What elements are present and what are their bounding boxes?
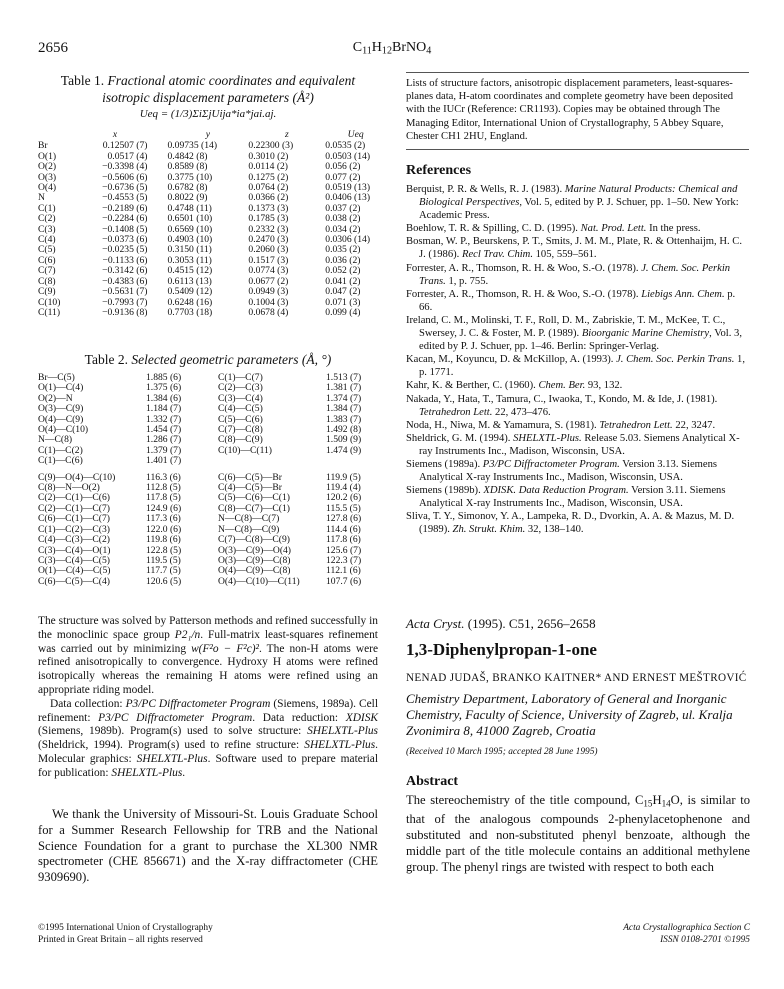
table-cell: −0.0235 (5)	[102, 244, 148, 256]
table-cell: 0.1275 (2)	[248, 171, 289, 183]
table-cell: O(4)—C(9)	[38, 413, 84, 425]
table2-row	[38, 577, 386, 587]
table-cell: 107.7 (6)	[326, 575, 362, 587]
table-cell: 125.6 (7)	[326, 544, 362, 556]
table2-caption: Table 2. Selected geometric parameters (Å, °)	[84, 352, 332, 367]
acknowledgements: We thank the University of Missouri-St. Louis Graduate School for a Summer Research Fellowship for TRB and the National Science Foundation for a grant to purchase the XL300 NMR spectrometer (CHE 856671) and the X-ray diffractometer (CHE 9309690).	[38, 807, 378, 885]
table-cell: C(8)—C(9)	[218, 434, 263, 446]
atom-label: C(3)	[38, 223, 56, 235]
reference-item: Forrester, A. R., Thomson, R. H. & Woo, S.-O. (1978). Liebigs Ann. Chem. p. 66.	[406, 288, 736, 313]
reference-item: Berquist, P. R. & Wells, R. J. (1983). Marine Natural Products: Chemical and Biological Perspectives, Vol. 5, edited by P. J. Schuer, pp. 1–50. New York: Academic Press.	[406, 184, 739, 222]
running-header-formula: $C_{11}H_{12}BrNO_4$	[352, 40, 432, 57]
table-cell: C(2)—C(1)—C(6)	[38, 492, 110, 504]
atom-label: C(6)	[38, 254, 56, 266]
table-cell: 1.454 (7)	[146, 424, 182, 436]
table-cell: 120.2 (6)	[326, 492, 362, 504]
atom-label: N	[38, 192, 45, 204]
table-cell: 0.052 (2)	[325, 265, 361, 277]
table-cell: 0.4748 (11)	[167, 202, 212, 214]
table-cell: O(2)—N	[38, 392, 73, 404]
table-cell: 0.4515 (12)	[167, 265, 213, 277]
atom-label: O(4)	[38, 182, 57, 194]
table-cell: 0.0366 (2)	[248, 192, 289, 204]
article-title: 1,3-Diphenylpropan-1-one	[406, 640, 597, 659]
table1-header-x: x	[112, 129, 118, 140]
table-cell: 0.0678 (4)	[248, 306, 289, 318]
refinement-paragraph: The structure was solved by Patterson methods and refined successfully in the monoclinic space group P2₁/n. Full-matrix least-squares refinement was carried out by minimizing w(F²o − F²c)². The non-H atoms were refined anisotropically to convergence. Hydroxy H atoms were refined isotropically whereas the remaining H atoms were refined using an appropriate riding model.	[38, 615, 378, 696]
table-cell: N—C(8)	[38, 434, 73, 446]
table-cell: 0.077 (2)	[325, 171, 361, 183]
table-cell: 1.375 (6)	[146, 382, 182, 394]
table-cell: 0.035 (2)	[325, 244, 361, 256]
table1-row	[38, 308, 386, 318]
table-cell: 1.184 (7)	[146, 403, 182, 415]
table-cell: 122.8 (5)	[146, 544, 182, 556]
table-cell: 1.513 (7)	[326, 372, 362, 383]
table2-row	[38, 535, 386, 545]
reference-item: Boehlow, T. R. & Spilling, C. D. (1995). Nat. Prod. Lett. In the press.	[406, 223, 701, 235]
table-cell: C(4)—C(3)—C(2)	[38, 534, 110, 546]
table-cell: C(9)—O(4)—C(10)	[38, 471, 116, 483]
table-cell: C(4)—C(5)	[218, 403, 263, 415]
table-cell: 0.1004 (3)	[248, 296, 289, 308]
table-cell: 119.8 (6)	[146, 534, 181, 546]
table-cell: 119.5 (5)	[146, 554, 181, 566]
table-cell: 0.0406 (13)	[325, 192, 371, 204]
table-cell: C(2)—C(3)	[218, 382, 263, 394]
table-cell: C(1)—C(2)	[38, 444, 83, 456]
page-number: 2656	[38, 40, 68, 56]
experimental-text	[38, 615, 378, 781]
table-cell: −0.2284 (6)	[102, 213, 148, 225]
atom-label: O(1)	[38, 150, 57, 162]
table-cell: 112.1 (6)	[326, 565, 361, 577]
abstract-heading: Abstract	[406, 774, 459, 789]
table-cell: 0.6113 (13)	[167, 275, 212, 287]
table-cell: 0.3053 (11)	[167, 254, 212, 266]
table-cell: C(1)—C(6)	[38, 455, 83, 467]
table-cell: O(3)—C(9)—C(8)	[218, 554, 291, 566]
table-cell: 0.056 (2)	[325, 161, 361, 173]
atom-label: C(4)	[38, 234, 56, 246]
table1-header-z: z	[284, 129, 289, 140]
table-cell: 0.6569 (10)	[167, 223, 213, 235]
table-cell: O(4)—C(10)	[38, 424, 89, 436]
references-heading: References	[406, 163, 472, 178]
table-cell: 117.3 (6)	[146, 513, 181, 525]
table-cell: 0.099 (4)	[325, 306, 361, 318]
table2-geometry	[38, 373, 386, 587]
table-cell: 1.384 (6)	[146, 392, 182, 404]
atom-label: C(5)	[38, 244, 56, 256]
table-cell: 1.381 (7)	[326, 382, 362, 394]
table-cell: 0.6782 (8)	[167, 182, 208, 194]
table1-caption: Table 1. Fractional atomic coordinates and equivalent isotropic displacement parameters (Å²)	[60, 73, 356, 105]
table-cell: 0.8589 (8)	[167, 161, 208, 173]
table-cell: 0.0949 (3)	[248, 286, 289, 298]
journal-footer: Acta Crystallographica Section C ISSN 0108-2701 ©1995	[623, 923, 750, 945]
table-cell: 0.034 (2)	[325, 223, 361, 235]
table-cell: 0.0535 (2)	[325, 140, 366, 152]
table-cell: C(6)—C(1)—C(7)	[38, 513, 110, 525]
atom-label: C(10)	[38, 296, 61, 308]
table-cell: C(10)—C(11)	[218, 444, 273, 456]
table-cell: 0.037 (2)	[325, 202, 361, 214]
table-cell: 117.8 (5)	[146, 492, 181, 504]
reference-item: Siemens (1989b). XDISK. Data Reduction Program. Version 3.11. Siemens Analytical X-ray Instruments Inc., Madison, Wisconsin, USA.	[406, 485, 726, 510]
table-cell: O(4)—C(10)—C(11)	[218, 575, 300, 587]
table-cell: 0.1373 (3)	[248, 202, 289, 214]
table-cell: 1.509 (9)	[326, 434, 362, 446]
table1-row	[38, 287, 386, 297]
atom-label: C(7)	[38, 265, 56, 277]
received-dates: (Received 10 March 1995; accepted 28 June 1995)	[406, 747, 598, 757]
table-cell: 0.09735 (14)	[167, 140, 218, 152]
table-cell: C(6)—C(5)—Br	[218, 471, 282, 483]
table-cell: −0.3142 (6)	[102, 265, 148, 277]
table-cell: 0.8022 (9)	[167, 192, 208, 204]
table-cell: 0.4903 (10)	[167, 234, 213, 246]
table-cell: 0.12507 (7)	[102, 140, 148, 152]
table-cell: O(1)—C(4)—C(5)	[38, 565, 111, 577]
table-cell: −0.1133 (6)	[102, 254, 148, 266]
atom-label: C(9)	[38, 286, 56, 298]
reference-item: Ireland, C. M., Molinski, T. F., Roll, D. M., Zabriskie, T. M., McKee, T. C., Swersey, J. C. & Foster, M. P. (1989). Bioorganic Marine Chemistry, Vol. 3, edited by P. J. Schuer, pp. 1–46. Berlin: Springer-Verlag.	[406, 314, 742, 353]
atom-label: C(1)	[38, 202, 56, 214]
table-cell: −0.0373 (6)	[102, 234, 148, 246]
table-cell: N—C(8)—C(9)	[218, 523, 280, 535]
reference-item: Noda, H., Niwa, M. & Yamamura, S. (1981). Tetrahedron Lett. 22, 3247.	[406, 419, 716, 431]
table-cell: −0.5631 (7)	[102, 286, 148, 298]
table-cell: −0.4553 (5)	[102, 192, 148, 204]
table-cell: 0.041 (2)	[325, 275, 361, 287]
table-cell: 0.0503 (14)	[325, 150, 371, 162]
table-cell: C(3)—C(4)	[218, 392, 263, 404]
table-cell: 127.8 (6)	[326, 513, 362, 525]
table-cell: 124.9 (6)	[146, 502, 182, 514]
table-cell: 119.9 (5)	[326, 471, 361, 483]
table-cell: −0.6736 (5)	[102, 182, 148, 194]
table-cell	[326, 456, 386, 466]
table-cell: 1.379 (7)	[146, 444, 182, 456]
table-cell: 1.401 (7)	[146, 455, 182, 467]
table-cell: C(6)—C(5)—C(4)	[38, 575, 110, 587]
table-cell: −0.7993 (7)	[102, 296, 148, 308]
reference-list	[406, 183, 751, 537]
table2-row	[38, 456, 386, 466]
table-cell: 0.3010 (2)	[248, 150, 289, 162]
table-cell: 0.036 (2)	[325, 254, 361, 266]
atom-label: C(2)	[38, 213, 56, 225]
table-cell: 112.8 (5)	[146, 482, 181, 494]
table-cell: 1.384 (7)	[326, 403, 362, 415]
table-cell: C(2)—C(1)—C(7)	[38, 502, 110, 514]
table-cell: −0.5606 (6)	[102, 171, 148, 183]
table-cell: 0.7703 (18)	[167, 306, 213, 318]
table-cell: 0.0517 (4)	[107, 150, 148, 162]
table-cell: 0.22300 (3)	[248, 140, 294, 152]
table-cell: 0.1517 (3)	[248, 254, 289, 266]
table-cell: 0.2470 (3)	[248, 234, 289, 246]
table-cell: 120.6 (5)	[146, 575, 182, 587]
deposition-note: Lists of structure factors, anisotropic displacement parameters, least-squares-planes data, H-atom coordinates and complete geometry have been deposited with the IUCr (Reference: CR1193). Copies may be obtained through The Managing Editor, International Union of Crystallography, 5 Abbey Square, Chester CH1 2HU, England.	[406, 72, 749, 150]
table1-header-y: y	[205, 129, 211, 140]
table-cell: C(1)—C(2)—C(3)	[38, 523, 110, 535]
atom-label: Br	[38, 140, 48, 152]
table-cell: 0.071 (3)	[325, 296, 361, 308]
table-cell: C(5)—C(6)—C(1)	[218, 492, 290, 504]
table1-header-ueq: Ueq	[347, 129, 364, 140]
table-cell: 116.3 (6)	[146, 471, 181, 483]
table-cell: O(3)—C(9)—O(4)	[218, 544, 292, 556]
table-cell: C(1)—C(7)	[218, 372, 263, 383]
atom-label: O(3)	[38, 171, 57, 183]
table-cell: 0.6501 (10)	[167, 213, 213, 225]
table-cell: Br—C(5)	[38, 372, 75, 383]
reference-item: Sliva, T. Y., Simonov, Y. A., Lampeka, R. D., Dvorkin, A. A. & Mazus, M. D. (1989). Zh. Strukt. Khim. 32, 138–140.	[406, 511, 735, 536]
atom-label: C(8)	[38, 275, 56, 287]
table-cell: C(5)—C(6)	[218, 413, 263, 425]
programs-paragraph: Data collection: P3/PC Diffractometer Program (Siemens, 1989a). Cell refinement: P3/PC Diffractometer Program. Data reduction: XDISK (Siemens, 1989b). Program(s) used to solve structure: SHELXTL-Plus (Sheldrick, 1994). Program(s) used to refine structure: SHELXTL-Plus. Molecular graphics: SHELXTL-Plus. Software used to prepare material for publication: SHELXTL-Plus.	[38, 697, 379, 779]
reference-item: Forrester, A. R., Thomson, R. H. & Woo, S.-O. (1978). J. Chem. Soc. Perkin Trans. 1, p. 755.	[406, 262, 731, 287]
table-cell: −0.2189 (6)	[102, 202, 148, 214]
table-cell: 115.5 (5)	[326, 502, 361, 514]
table-cell: −0.3398 (4)	[102, 161, 148, 173]
reference-item: Bosman, W. P., Beurskens, P. T., Smits, J. M. M., Plate, R. & Ottenhaijm, H. C. J. (1986). Recl Trav. Chim. 105, 559–561.	[406, 236, 742, 261]
table-cell: 0.0306 (14)	[325, 234, 371, 246]
table-cell: 0.5409 (12)	[167, 286, 213, 298]
reference-item: Siemens (1989a). P3/PC Diffractometer Program. Version 3.13. Siemens Analytical X-ray Instruments Inc., Madison, Wisconsin, USA.	[406, 458, 718, 484]
journal-citation: Acta Cryst. (1995). C51, 2656–2658	[406, 616, 596, 631]
table-cell: 119.4 (4)	[326, 482, 361, 494]
table-cell: O(1)—C(4)	[38, 382, 84, 394]
table-cell: 0.038 (2)	[325, 213, 361, 225]
reference-item: Kacan, M., Koyuncu, D. & McKillop, A. (1993). J. Chem. Soc. Perkin Trans. 1, p. 1771.	[406, 354, 745, 379]
table-cell: 122.3 (7)	[326, 554, 362, 566]
table-cell: 117.7 (5)	[146, 565, 181, 577]
table-cell: 0.6248 (16)	[167, 296, 213, 308]
table-cell: 1.492 (8)	[326, 424, 362, 436]
table-cell: C(3)—C(4)—C(5)	[38, 554, 110, 566]
abstract-text: The stereochemistry of the title compound, $C_{15}H_{14}O$, is similar to that of the analogous compounds 2-phenylacetophenone and substituted and non-substituted phenyl benzoate, although the middle part of the title molecule contains an additional methylene group. The phenyl rings are twisted with respect to both each	[406, 793, 750, 874]
table-cell: 1.332 (7)	[146, 413, 182, 425]
atom-label: C(11)	[38, 306, 61, 318]
table-cell: 0.0519 (13)	[325, 182, 371, 194]
table2-row	[38, 446, 386, 456]
table-cell: −0.9136 (8)	[102, 306, 148, 318]
table-cell: 0.4842 (8)	[167, 150, 208, 162]
table-cell: −0.1408 (5)	[102, 223, 148, 235]
table-cell: C(7)—C(8)	[218, 424, 263, 436]
table-cell: O(4)—C(9)—C(8)	[218, 565, 291, 577]
table-cell: 0.0774 (3)	[248, 265, 289, 277]
table-cell: 1.885 (6)	[146, 372, 182, 383]
table-cell: 122.0 (6)	[146, 523, 182, 535]
table-cell: −0.4383 (6)	[102, 275, 148, 287]
table-cell: 0.0677 (2)	[248, 275, 289, 287]
table-cell: 0.0764 (2)	[248, 182, 289, 194]
table-cell: C(3)—C(4)—O(1)	[38, 544, 111, 556]
table-cell: 0.0114 (2)	[248, 161, 289, 173]
table-cell: 0.047 (2)	[325, 286, 361, 298]
table-cell: N—C(8)—C(7)	[218, 513, 280, 525]
table-cell: 0.1785 (3)	[248, 213, 289, 225]
table-cell: 0.2332 (3)	[248, 223, 289, 235]
table-cell: C(7)—C(8)—C(9)	[218, 534, 290, 546]
table-cell: C(4)—C(5)—Br	[218, 482, 282, 494]
table-cell: C(8)—C(7)—C(1)	[218, 502, 290, 514]
table1-coordinates	[38, 130, 386, 318]
table-cell: 1.286 (7)	[146, 434, 182, 446]
table-cell: 0.3775 (10)	[167, 171, 213, 183]
affiliation: Chemistry Department, Laboratory of General and Inorganic Chemistry, Faculty of Science, University of Zagreb, ul. Kralja Zvonimira 8, 41000 Zagreb, Croatia	[406, 691, 733, 738]
reference-item: Sheldrick, G. M. (1994). SHELXTL-Plus. Release 5.03. Siemens Analytical X-ray Instruments Inc., Madison, Wisconsin, USA.	[406, 432, 740, 457]
table1-ueq-formula: Ueq = (1/3)ΣiΣjUija*ia*jai.aj.	[139, 108, 277, 120]
table-cell: 114.4 (6)	[326, 523, 361, 535]
atom-label: O(2)	[38, 161, 57, 173]
authors: NENAD JUDAŠ, BRANKO KAITNER* AND ERNEST MEŠTROVIĆ	[406, 672, 747, 684]
table-cell: 1.383 (7)	[326, 413, 362, 425]
table-cell: O(3)—C(9)	[38, 403, 84, 415]
reference-item: Kahr, K. & Berther, C. (1960). Chem. Ber. 93, 132.	[406, 380, 623, 392]
table-cell: 117.8 (6)	[326, 534, 361, 546]
reference-item: Nakada, Y., Hata, T., Tamura, C., Iwaoka, T., Kondo, M. & Ide, J. (1981). Tetrahedron Lett. 22, 473–476.	[406, 393, 718, 418]
table-cell: 0.3150 (11)	[167, 244, 212, 256]
table-cell: C(8)—N—O(2)	[38, 482, 100, 494]
table-cell	[218, 456, 326, 466]
table-cell: 1.474 (9)	[326, 444, 362, 456]
copyright-notice: ©1995 International Union of Crystallography Printed in Great Britain – all rights reserved	[38, 923, 213, 945]
table-cell: 0.2060 (3)	[248, 244, 289, 256]
table-cell: 1.374 (7)	[326, 392, 362, 404]
